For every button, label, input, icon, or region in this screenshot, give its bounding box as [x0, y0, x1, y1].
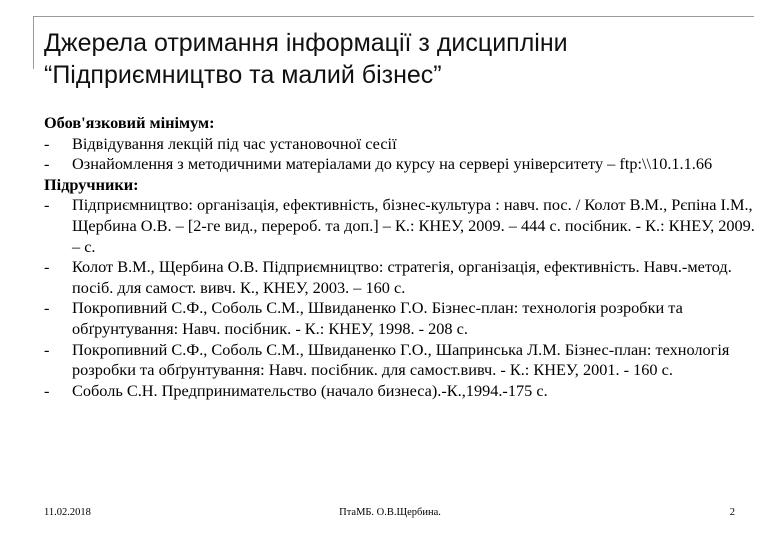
list-item-text: Покропивний С.Ф., Соболь С.М., Швиданенко Г.О. Бізнес-план: технологія розробки та обґрунтування: Навч. посібник. - К.: КНЕУ, 1998. - 208 с.: [72, 298, 683, 338]
list-item: [44, 154, 760, 175]
list-item-text: Підприємництво: організація, ефективність, бізнес-культура : навч. пос. / Колот В.М., Рєпіна І.М., Щербина О.В. – [2-ге вид., перероб. та доп.] – К.: КНЕУ, 2009. – 444 с. посібник. - К.: КНЕУ, 2009. – с.: [72, 195, 755, 256]
slide-body: [44, 113, 760, 401]
page-title: [44, 27, 764, 91]
page-number: 2: [729, 507, 735, 518]
list-item-text: Відвідування лекцій під час установочної сесії: [72, 133, 397, 153]
list-item: [44, 195, 760, 257]
bullet-dash: -: [44, 133, 50, 153]
bullet-dash: -: [44, 380, 50, 400]
footer-author: ПтаМБ. О.В.Щербина.: [339, 507, 441, 518]
footer-date: 11.02.2018: [44, 507, 91, 518]
list-item-text: Колот В.М., Щербина О.В. Підприємництво: стратегія, організація, ефективність. Навч.-метод. посіб. для самост. вивч. К., КНЕУ, 2003. – 160 с.: [72, 257, 732, 297]
bullet-dash: -: [44, 195, 50, 215]
list-item: [44, 134, 760, 155]
mandatory-heading: Обов'язковий мінімум:: [44, 113, 215, 132]
bullet-dash: -: [44, 257, 50, 277]
textbooks-heading: Підручники:: [44, 174, 139, 194]
list-item-text: Ознайомлення з методичними матеріалами до курсу на сервері університету – ftp:\\10.1.1.66: [72, 154, 713, 174]
list-item: [44, 298, 760, 339]
bullet-dash: -: [44, 339, 50, 359]
title-line-2: “Підприємництво та малий бізнес”: [44, 61, 442, 89]
bullet-dash: -: [44, 298, 50, 318]
list-item-text: Соболь С.Н. Предпринимательство (начало бизнеса).-К.,1994.-175 с.: [72, 380, 548, 400]
title-line-1: Джерела отримання інформації з дисципліни: [44, 29, 568, 57]
bullet-dash: -: [44, 154, 50, 174]
list-item-text: Покропивний С.Ф., Соболь С.М., Швиданенко Г.О., Шапринська Л.М. Бізнес-план: технологія розробки та обґрунтування: Навч. посібник. для самост.вивч. - К.: КНЕУ, 2001. - 160 с.: [72, 339, 730, 380]
list-item: [44, 340, 760, 381]
list-item: [44, 257, 760, 298]
list-item: [44, 381, 760, 402]
